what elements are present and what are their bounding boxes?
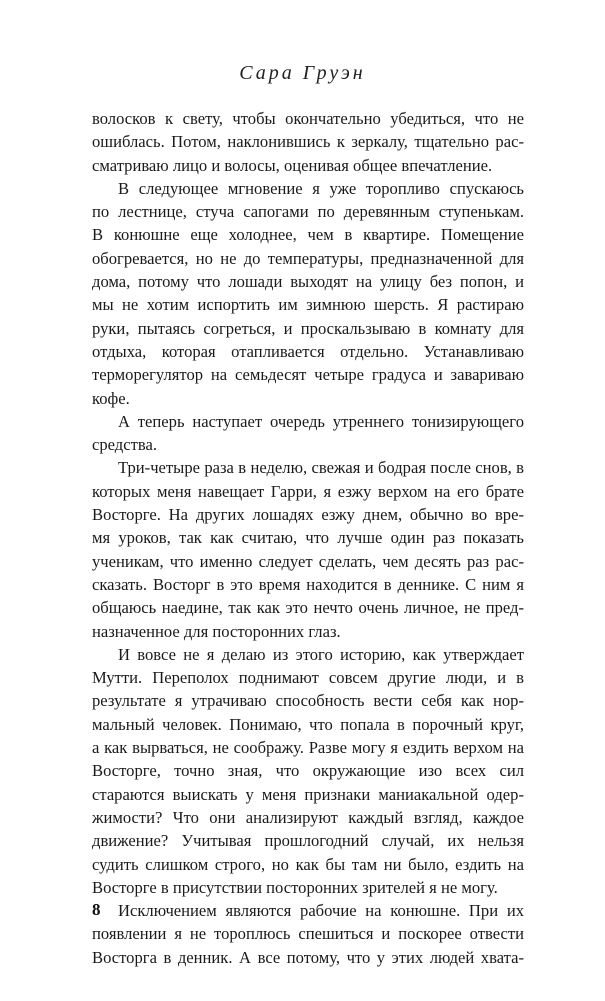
text-line: И вовсе не я делаю из этого историю, как утверждает xyxy=(118,644,524,664)
text-line: Три-четыре раза в неделю, свежая и бодрая после снов, в xyxy=(118,458,524,478)
text-line: В конюшне еще холоднее, чем в квартире. Помещение xyxy=(92,225,524,245)
text-line: волосков к свету, чтобы окончательно убедиться, что не xyxy=(92,109,524,128)
text-line: мы не хотим испортить им зимнюю шерсть. Я растираю xyxy=(92,295,524,315)
text-line: руки, пытаясь согреться, и проскальзываю в комнату для xyxy=(92,318,524,338)
running-header: Сара Груэн xyxy=(239,62,366,84)
text-line: жимости? Что они анализируют каждый взгляд, каждое xyxy=(92,807,524,827)
text-line: средства. xyxy=(92,435,157,455)
text-line: движение? Учитывая прошлогодний случай, их нельзя xyxy=(92,831,524,851)
text-line: кофе. xyxy=(92,388,130,408)
text-line: общаюсь наедине, так как это нечто очень личное, не пред- xyxy=(92,598,524,618)
text-line: Восторге, точно зная, что окружающие изо всех сил xyxy=(92,761,524,781)
text-line: Восторга в денник. А все потому, что у этих людей хвата- xyxy=(92,947,524,967)
text-line: результате я утрачиваю способность вести себя как нор- xyxy=(92,691,524,711)
text-line: Мутти. Переполох поднимают совсем другие люди, и в xyxy=(92,668,524,688)
text-line: Исключением являются рабочие на конюшне. При их xyxy=(118,901,524,921)
text-line: В следующее мгновение я уже торопливо спускаюсь xyxy=(118,178,524,198)
text-line: отдыха, которая отапливается отдельно. Устанавливаю xyxy=(92,341,524,361)
text-line: Восторге. На других лошадях езжу днем, обычно во вре- xyxy=(92,505,524,525)
text-line: дома, потому что лошади выходят на улицу без попон, и xyxy=(92,272,524,292)
page-number: 8 xyxy=(92,900,101,919)
text-line: судить слишком строго, но как бы там ни было, ездить на xyxy=(92,854,524,874)
text-line: по лестнице, стуча сапогами по деревянным ступенькам. xyxy=(92,202,524,222)
text-line: обогревается, но не до температуры, предназначенной для xyxy=(92,248,524,268)
text-line: терморегулятор на семьдесят четыре градуса и завариваю xyxy=(92,365,524,385)
text-line: стараются выискать у меня признаки маниакальной одер- xyxy=(92,784,524,804)
text-line: появлении я не тороплюсь спешиться и поскорее отвести xyxy=(92,924,524,944)
text-line: а как вырваться, не соображу. Разве могу я ездить верхом на xyxy=(92,738,524,758)
text-line: А теперь наступает очередь утреннего тонизирующего xyxy=(118,411,524,431)
text-line: мя уроков, так как считаю, что лучше один раз показать xyxy=(92,528,524,548)
text-line: сказать. Восторг в это время находится в деннике. С ним я xyxy=(92,574,524,594)
body-text xyxy=(92,107,524,969)
text-line: назначенное для посторонних глаз. xyxy=(92,621,341,641)
text-line: ученикам, что именно следует сделать, чем десять раз рас- xyxy=(92,551,524,571)
text-line: сматриваю лицо и волосы, оценивая общее впечатление. xyxy=(92,155,493,175)
text-line: мальный человек. Понимаю, что попала в порочный круг, xyxy=(92,714,524,734)
text-line: которых меня навещает Гарри, я езжу верхом на его брате xyxy=(92,481,524,501)
text-line: Восторге в присутствии посторонних зрителей я не могу. xyxy=(92,877,498,897)
text-line: ошиблась. Потом, наклонившись к зеркалу, тщательно рас- xyxy=(92,132,524,152)
